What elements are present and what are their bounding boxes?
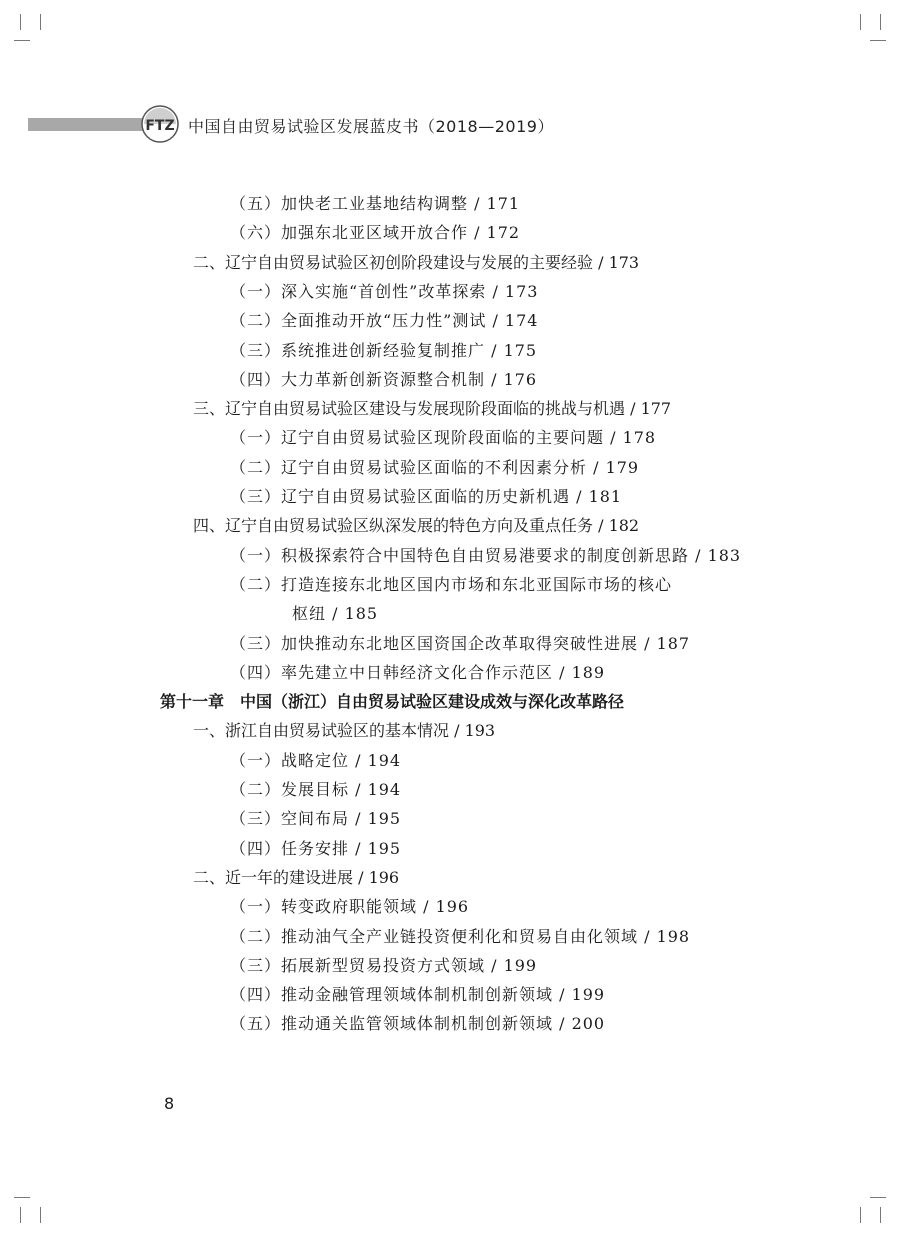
crop-mark bbox=[870, 1197, 886, 1198]
toc-entry: 二、近一年的建设进展 / 196 bbox=[193, 868, 400, 887]
toc-entry: （三）空间布局 / 195 bbox=[230, 809, 402, 828]
toc-entry: 枢纽 / 185 bbox=[292, 604, 379, 623]
toc-entry: （四）大力革新创新资源整合机制 / 176 bbox=[230, 370, 538, 389]
toc-entry: 一、浙江自由贸易试验区的基本情况 / 193 bbox=[193, 721, 496, 740]
crop-mark bbox=[14, 40, 30, 41]
toc-entry: （六）加强东北亚区域开放合作 / 172 bbox=[230, 223, 521, 242]
toc-entry: 四、辽宁自由贸易试验区纵深发展的特色方向及重点任务 / 182 bbox=[193, 516, 640, 535]
ftz-logo-icon bbox=[140, 104, 180, 144]
header-title: 中国自由贸易试验区发展蓝皮书（2018—2019） bbox=[188, 117, 554, 136]
toc-entry: （一）深入实施“首创性”改革探索 / 173 bbox=[230, 282, 539, 301]
toc-entry: （二）辽宁自由贸易试验区面临的不利因素分析 / 179 bbox=[230, 458, 640, 477]
crop-mark bbox=[40, 14, 41, 30]
toc-entry: （二）打造连接东北地区国内市场和东北亚国际市场的核心 bbox=[230, 575, 673, 594]
toc-entry: （三）拓展新型贸易投资方式领域 / 199 bbox=[230, 956, 538, 975]
toc-entry: （四）推动金融管理领域体制机制创新领域 / 199 bbox=[230, 985, 606, 1004]
toc-entry: （五）推动通关监管领域体制机制创新领域 / 200 bbox=[230, 1014, 606, 1033]
toc-entry: 二、辽宁自由贸易试验区初创阶段建设与发展的主要经验 / 173 bbox=[193, 253, 640, 272]
crop-mark bbox=[14, 1197, 30, 1198]
toc-entry: （二）全面推动开放“压力性”测试 / 174 bbox=[230, 311, 539, 330]
crop-mark bbox=[40, 1207, 41, 1223]
toc-entry: （二）推动油气全产业链投资便利化和贸易自由化领域 / 198 bbox=[230, 927, 691, 946]
logo-text: FTZ bbox=[145, 118, 175, 134]
toc-entry: （五）加快老工业基地结构调整 / 171 bbox=[230, 194, 521, 213]
header-bar bbox=[28, 118, 146, 131]
toc-entry: （三）辽宁自由贸易试验区面临的历史新机遇 / 181 bbox=[230, 487, 623, 506]
toc-entry: （四）任务安排 / 195 bbox=[230, 839, 402, 858]
toc-entry: （一）战略定位 / 194 bbox=[230, 751, 402, 770]
toc-entry: （三）系统推进创新经验复制推广 / 175 bbox=[230, 341, 538, 360]
crop-mark bbox=[20, 14, 21, 30]
toc-entry: （一）转变政府职能领域 / 196 bbox=[230, 897, 470, 916]
toc-entry: （二）发展目标 / 194 bbox=[230, 780, 402, 799]
toc-chapter-heading: 第十一章 中国（浙江）自由贸易试验区建设成效与深化改革路径 bbox=[160, 692, 625, 711]
crop-mark bbox=[880, 1207, 881, 1223]
toc-entry: （一）积极探索符合中国特色自由贸易港要求的制度创新思路 / 183 bbox=[230, 546, 742, 565]
toc-entry: （三）加快推动东北地区国资国企改革取得突破性进展 / 187 bbox=[230, 634, 691, 653]
crop-mark bbox=[860, 14, 861, 30]
crop-mark bbox=[860, 1207, 861, 1223]
toc-entry: 三、辽宁自由贸易试验区建设与发展现阶段面临的挑战与机遇 / 177 bbox=[193, 399, 672, 418]
crop-mark bbox=[880, 14, 881, 30]
toc-entry: （四）率先建立中日韩经济文化合作示范区 / 189 bbox=[230, 663, 606, 682]
page-number: 8 bbox=[164, 1094, 175, 1113]
crop-mark bbox=[870, 40, 886, 41]
toc-entry: （一）辽宁自由贸易试验区现阶段面临的主要问题 / 178 bbox=[230, 428, 657, 447]
crop-mark bbox=[20, 1207, 21, 1223]
